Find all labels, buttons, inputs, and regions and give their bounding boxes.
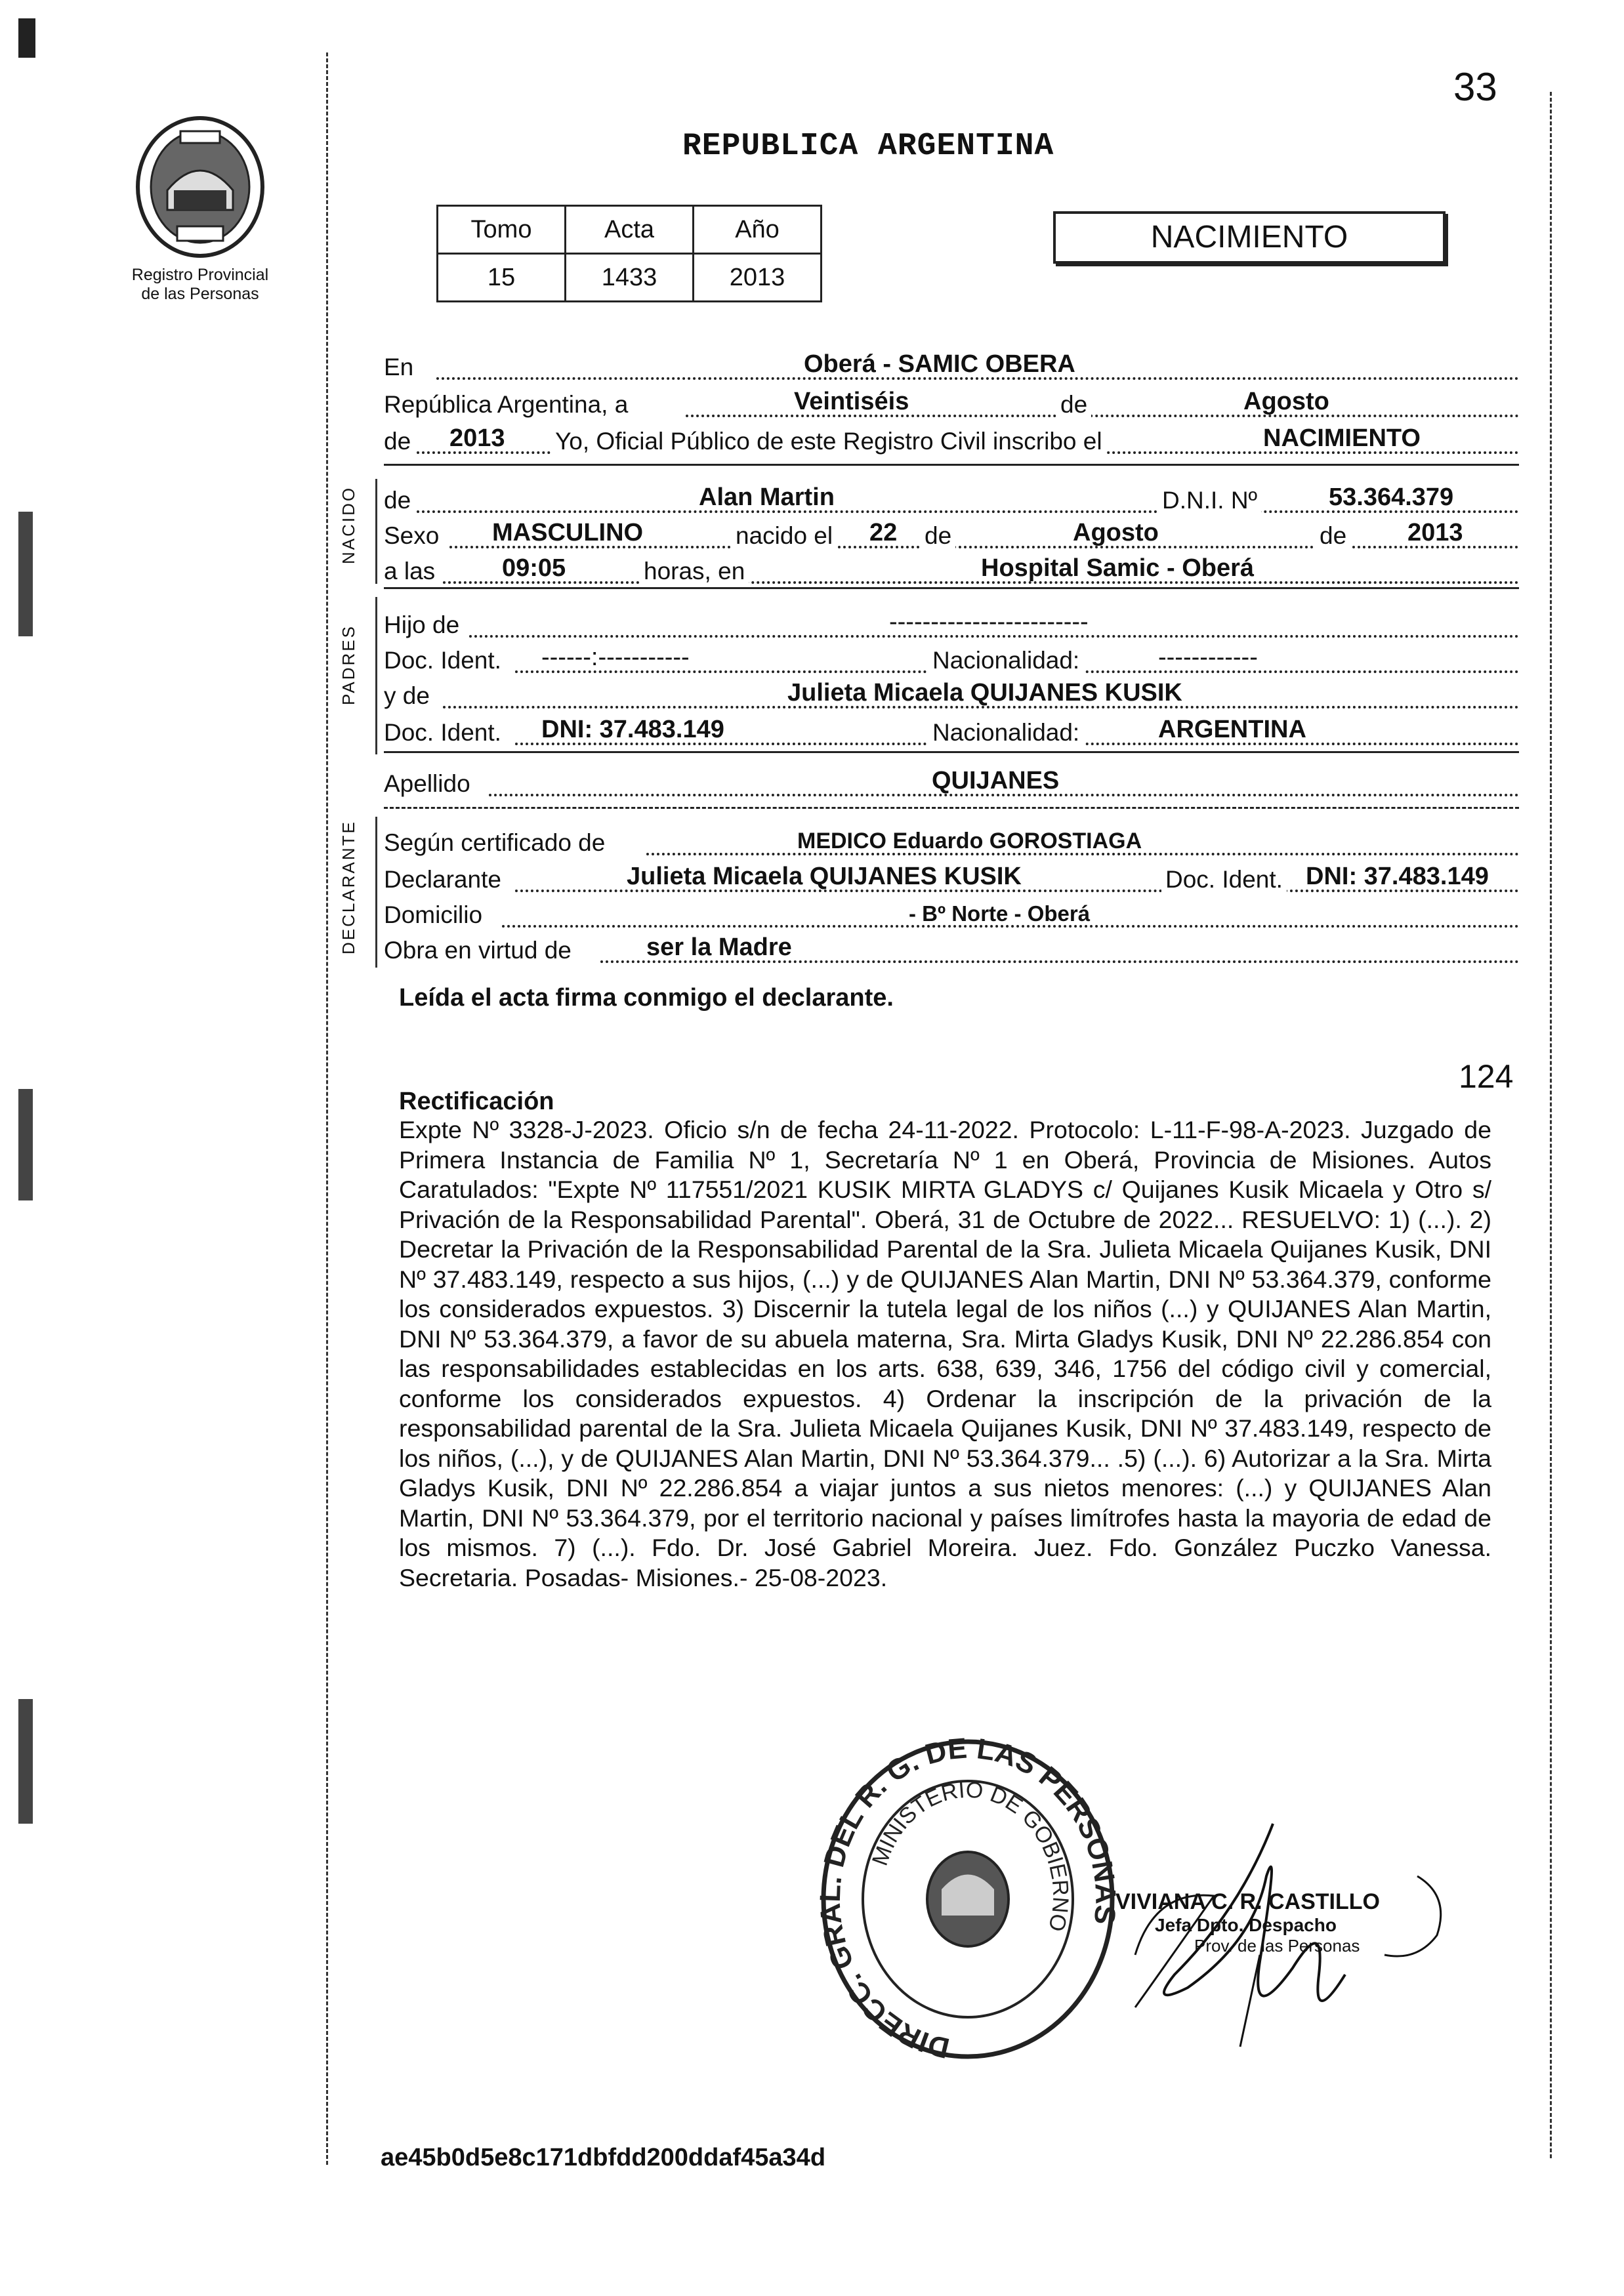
nacido-label: nacido el <box>732 522 837 550</box>
place-value: Oberá - SAMIC OBERA <box>804 350 1075 378</box>
row-address <box>384 899 1519 933</box>
rectification-number: 124 <box>1459 1058 1514 1095</box>
row-sex <box>384 520 1519 554</box>
row-father <box>384 609 1519 643</box>
alas-label: a las <box>384 558 439 585</box>
act-kind-value: NACIMIENTO <box>1263 424 1421 452</box>
father-value: ------------------------ <box>889 608 1089 636</box>
mother-name: Julieta Micaela QUIJANES KUSIK <box>787 679 1182 707</box>
nacionalidad-label: Nacionalidad: <box>928 719 1083 747</box>
row-inscribo <box>384 425 1519 459</box>
row-father-doc <box>384 644 1519 678</box>
section-label-nacido: NACIDO <box>339 485 358 564</box>
signatory-role: Jefa Dpto. Despacho <box>1155 1915 1337 1935</box>
mother-doc-value: DNI: 37.483.149 <box>541 716 724 743</box>
right-margin-line <box>1550 92 1552 2158</box>
de-label: de <box>384 487 415 514</box>
section-label-declarante: DECLARANTE <box>339 820 358 954</box>
decl-doc-label: Doc. Ident. <box>1161 866 1287 893</box>
horas-label: horas, en <box>640 558 749 585</box>
signatory-dept: Prov. de las Personas <box>1194 1936 1360 1956</box>
section-label-padres: PADRES <box>339 625 358 705</box>
apellido-label: Apellido <box>384 770 474 798</box>
dni-label: D.N.I. Nº <box>1158 487 1261 514</box>
obra-label: Obra en virtud de <box>384 937 575 964</box>
row-en <box>384 351 1519 385</box>
birthplace-value: Hospital Samic - Oberá <box>981 554 1255 582</box>
signature-icon <box>1109 1811 1476 2060</box>
stamp-inner-text: MINISTERIO DE GOBIERNO <box>867 1777 1073 1934</box>
scan-mark <box>18 18 35 58</box>
time-value: 09:05 <box>502 554 566 582</box>
separator <box>384 807 1519 809</box>
ministry-stamp-icon <box>814 1732 1122 2073</box>
stamp-ring-text: DIRECC. GRAL. DEL R. G. DE LAS PERSONAS <box>814 1732 1122 2064</box>
table-header: Año <box>694 206 822 254</box>
republica-label: República Argentina, a <box>384 391 632 419</box>
provincial-seal-icon <box>128 112 272 262</box>
year-value: 2013 <box>449 424 505 452</box>
de-label: de <box>384 428 415 455</box>
birth-day: 22 <box>869 519 898 546</box>
declarant-doc-value: DNI: 37.483.149 <box>1306 863 1489 890</box>
address-value: - Bº Norte - Oberá <box>909 901 1091 926</box>
yde-label: y de <box>384 682 434 710</box>
birth-month: Agosto <box>1073 519 1159 546</box>
page-number: 33 <box>1453 65 1497 109</box>
row-certificate <box>384 827 1519 861</box>
document-hash: ae45b0d5e8c171dbfdd200ddaf45a34d <box>381 2144 826 2171</box>
de-label: de <box>1056 391 1091 419</box>
hijo-label: Hijo de <box>384 611 463 639</box>
birth-year: 2013 <box>1407 519 1463 546</box>
sexo-value: MASCULINO <box>492 519 644 546</box>
signatory-name: VIVIANA C. R. CASTILLO <box>1115 1889 1380 1914</box>
table-cell: 15 <box>438 254 566 302</box>
row-name <box>384 484 1519 518</box>
row-reason <box>384 934 1519 968</box>
section-bar <box>375 817 377 968</box>
act-type-box <box>1053 211 1446 264</box>
de-label: de <box>1316 522 1350 550</box>
left-margin-line <box>326 52 328 2165</box>
row-mother-doc <box>384 716 1519 750</box>
nacionalidad-label: Nacionalidad: <box>928 647 1083 674</box>
section-bar <box>375 597 377 754</box>
domicilio-label: Domicilio <box>384 901 486 929</box>
row-mother <box>384 680 1519 714</box>
mother-nationality: ARGENTINA <box>1158 716 1306 743</box>
document-title: REPUBLICA ARGENTINA <box>682 129 1054 164</box>
row-declarant <box>384 863 1519 897</box>
dni-value: 53.364.379 <box>1329 483 1454 511</box>
separator <box>384 751 1519 753</box>
declarant-value: Julieta Micaela QUIJANES KUSIK <box>627 863 1022 890</box>
table-cell: 1433 <box>566 254 694 302</box>
row-date <box>384 388 1519 422</box>
registry-label: Registro Provincial de las Personas <box>131 266 269 303</box>
reason-value: ser la Madre <box>646 933 792 961</box>
act-reference-table <box>436 205 822 302</box>
section-bar <box>375 479 377 584</box>
segun-label: Según certificado de <box>384 829 609 857</box>
scan-mark <box>18 512 33 636</box>
father-nationality: ------------ <box>1158 644 1258 671</box>
scan-mark <box>18 1089 33 1200</box>
doc-ident-label: Doc. Ident. <box>384 719 505 747</box>
row-time <box>384 555 1519 589</box>
surname-value: QUIJANES <box>932 767 1060 794</box>
table-header: Tomo <box>438 206 566 254</box>
separator <box>384 464 1519 466</box>
table-header: Acta <box>566 206 694 254</box>
certificate-value: MEDICO Eduardo GOROSTIAGA <box>797 829 1142 853</box>
row-surname <box>384 768 1519 802</box>
declarante-label: Declarante <box>384 866 505 893</box>
rectification-heading: Rectificación <box>399 1088 554 1115</box>
name-value: Alan Martin <box>699 483 835 511</box>
en-label: En <box>384 354 417 381</box>
inscribo-label: Yo, Oficial Público de este Registro Civil inscribo el <box>551 428 1106 455</box>
scan-mark <box>18 1699 33 1824</box>
table-cell: 2013 <box>694 254 822 302</box>
rectification-body: Expte Nº 3328-J-2023. Oficio s/n de fecha 24-11-2022. Protocolo: L-11-F-98-A-2023. Juzgado de Primera Instancia de Familia Nº 1, Secretaría Nº 1 en Oberá, Provincia de Misiones. Autos Caratulados: "Expte Nº 117551/2021 KUSIK MIRTA GLADYS c/ Quijanes Kusik Micaela y Otro s/ Privación de la Responsabilidad Parental". Oberá, 31 de Octubre de 2022... RESUELVO: 1) (...). 2) Decretar la Privación de la Responsabilidad Parental de la Sra. Julieta Micaela Quijanes Kusik, DNI Nº 37.483.149, respecto a sus hijos, (...) y de QUIJANES Alan Martin, DNI Nº 53.364.379, conforme los considerados expuestos. 3) Discernir la tutela legal de los niños (...) y QUIJANES Alan Martin, DNI Nº 53.364.379, a favor de su abuela materna, Sra. Mirta Gladys Kusik, DNI Nº 22.286.854 con las responsabilidades establecidas en los arts. 638, 639, 346, 1756 del código civil y comercial, conforme los considerados expuestos. 4) Ordenar la inscripción de la privación de la responsabilidad parental de la Sra. Julieta Micaela Quijanes Kusik, DNI Nº 37.483.149, respecto de los niños, (...), y de QUIJANES Alan Martin, DNI Nº 53.364.379... .5) (...). 6) Autorizar a la Sra. Mirta Gladys Kusik, DNI Nº 22.286.854 a viajar juntos a sus nietos menores: (...) y QUIJANES Alan Martin, DNI Nº 53.364.379, por el territorio nacional y países limítrofes hasta la mayoria de edad de los mismos. 7) (...). Fdo. Dr. José Gabriel Moreira. Juez. Fdo. González Puczko Vanessa. Secretaria. Posadas- Misiones.- 25-08-2023. <box>399 1116 1491 1591</box>
closing-statement: Leída el acta firma conmigo el declarante. <box>399 984 894 1012</box>
de-label: de <box>921 522 955 550</box>
act-type-label: NACIMIENTO <box>1150 220 1348 255</box>
sexo-label: Sexo <box>384 522 443 550</box>
doc-ident-label: Doc. Ident. <box>384 647 505 674</box>
day-value: Veintiséis <box>794 388 909 415</box>
father-doc-value: ------:----------- <box>541 644 690 671</box>
month-value: Agosto <box>1243 388 1329 415</box>
